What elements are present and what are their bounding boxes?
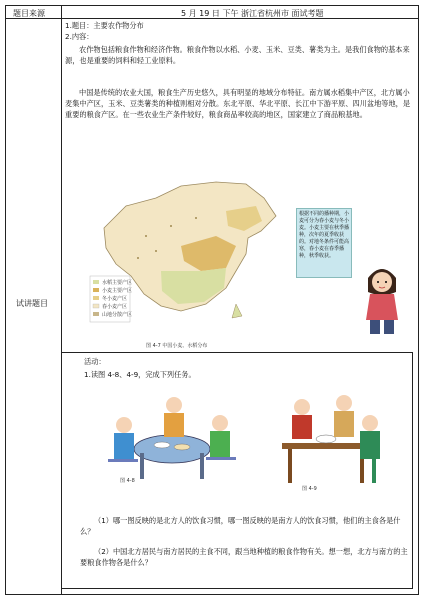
item-2-content: 2.内容： — [65, 32, 94, 41]
figure-4-9-southern-meal — [262, 383, 390, 493]
source-label: 题目来源 — [13, 9, 45, 18]
legend-item-3: 冬小麦产区 — [102, 296, 128, 302]
question-2: （2）中国北方居民与南方居民的主食不同，跟当地种植的粮食作物有关。想一想，北方与南方的主要粮食作物各是什么？ — [80, 547, 408, 567]
china-crop-map — [86, 176, 286, 328]
legend-item-2: 小麦主要产区 — [102, 288, 133, 294]
figure-4-8-caption: 图 4-8 — [120, 478, 135, 484]
legend-item-5: 山地分散产区 — [102, 312, 133, 318]
paragraph-2: 中国是传统的农业大国，粮食生产历史悠久，具有明显的地域分布特征。南方属水稻集中产区，北方属小麦集中产区，玉米、豆类薯类的种植则相对分散。东北平原、华北平原、长江中下游平原、四川盆地等地，是重要的粮食产区。在一些农业生产条件较好，粮食商品率较高的地区，国家建立了商品粮基地。 — [65, 88, 411, 119]
legend-item-1: 水稻主要产区 — [102, 280, 133, 286]
speech-bubble: 根据不同的播种期，小麦可分为春小麦与冬小麦。小麦主要在秋季播种，次年的夏季收获的。对地冬条件可能高寒，春小麦在春季播种，秋季收获。 — [296, 208, 352, 278]
question-1: （1）哪一图反映的是北方人的饮食习惯，哪一图反映的是南方人的饮食习惯，他们的主食各是什么？ — [80, 516, 401, 536]
paragraph-1: 农作物包括粮食作物和经济作物。粮食作物以水稻、小麦、玉米、豆类、薯类为主。是我们食物的基本来源，也是重要的饲料和轻工业原料。 — [65, 45, 410, 65]
figure-4-9-caption: 图 4-9 — [302, 486, 317, 492]
item-1-title: 1.题目：主要农作物分布 — [65, 21, 144, 30]
activity-title: 活动： — [84, 357, 106, 366]
map-caption: 图 4-7 中国小麦、水稻分布 — [146, 343, 208, 349]
legend-item-4: 春小麦产区 — [102, 304, 128, 310]
activity-instruction: 1.读图 4-8、4-9，完成下列任务。 — [84, 370, 196, 379]
topic-label: 试讲题目 — [16, 299, 48, 308]
figure-4-8-northern-meal — [102, 383, 242, 485]
girl-cartoon — [358, 258, 406, 338]
source-value: 5 月 19 日 下午 浙江省杭州市 面试考题 — [181, 9, 324, 18]
activity-box — [61, 352, 413, 589]
